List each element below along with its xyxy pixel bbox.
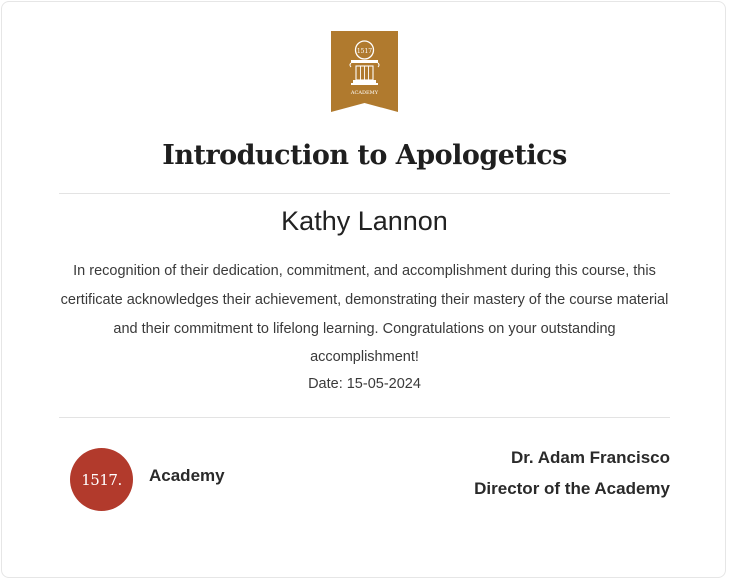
signer-title: Director of the Academy <box>474 479 670 498</box>
certificate-date: Date: 15-05-2024 <box>308 376 421 392</box>
certificate-body: In recognition of their dedication, commitment, and accomplishment during this course, this certificate acknowledges their achievement, demonstrating their mastery of the course material and their commitment to lifelong learning. Congratulations on your outstanding accomplishment! <box>60 263 669 366</box>
badge-bottom-text: ACADEMY <box>350 90 379 96</box>
logo-text: 1517. <box>81 470 122 489</box>
recipient-name: Kathy Lannon <box>281 206 448 236</box>
academy-badge <box>331 31 398 112</box>
organization-name: Academy <box>149 466 225 485</box>
bottom-divider <box>59 417 670 418</box>
academy-logo <box>70 448 133 511</box>
badge-top-text: 1517 <box>356 48 373 55</box>
course-title: Introduction to Apologetics <box>162 140 567 171</box>
top-divider <box>59 193 670 194</box>
signer-name: Dr. Adam Francisco <box>510 448 670 467</box>
signer-block <box>474 442 670 504</box>
pillar-icon <box>331 31 398 112</box>
